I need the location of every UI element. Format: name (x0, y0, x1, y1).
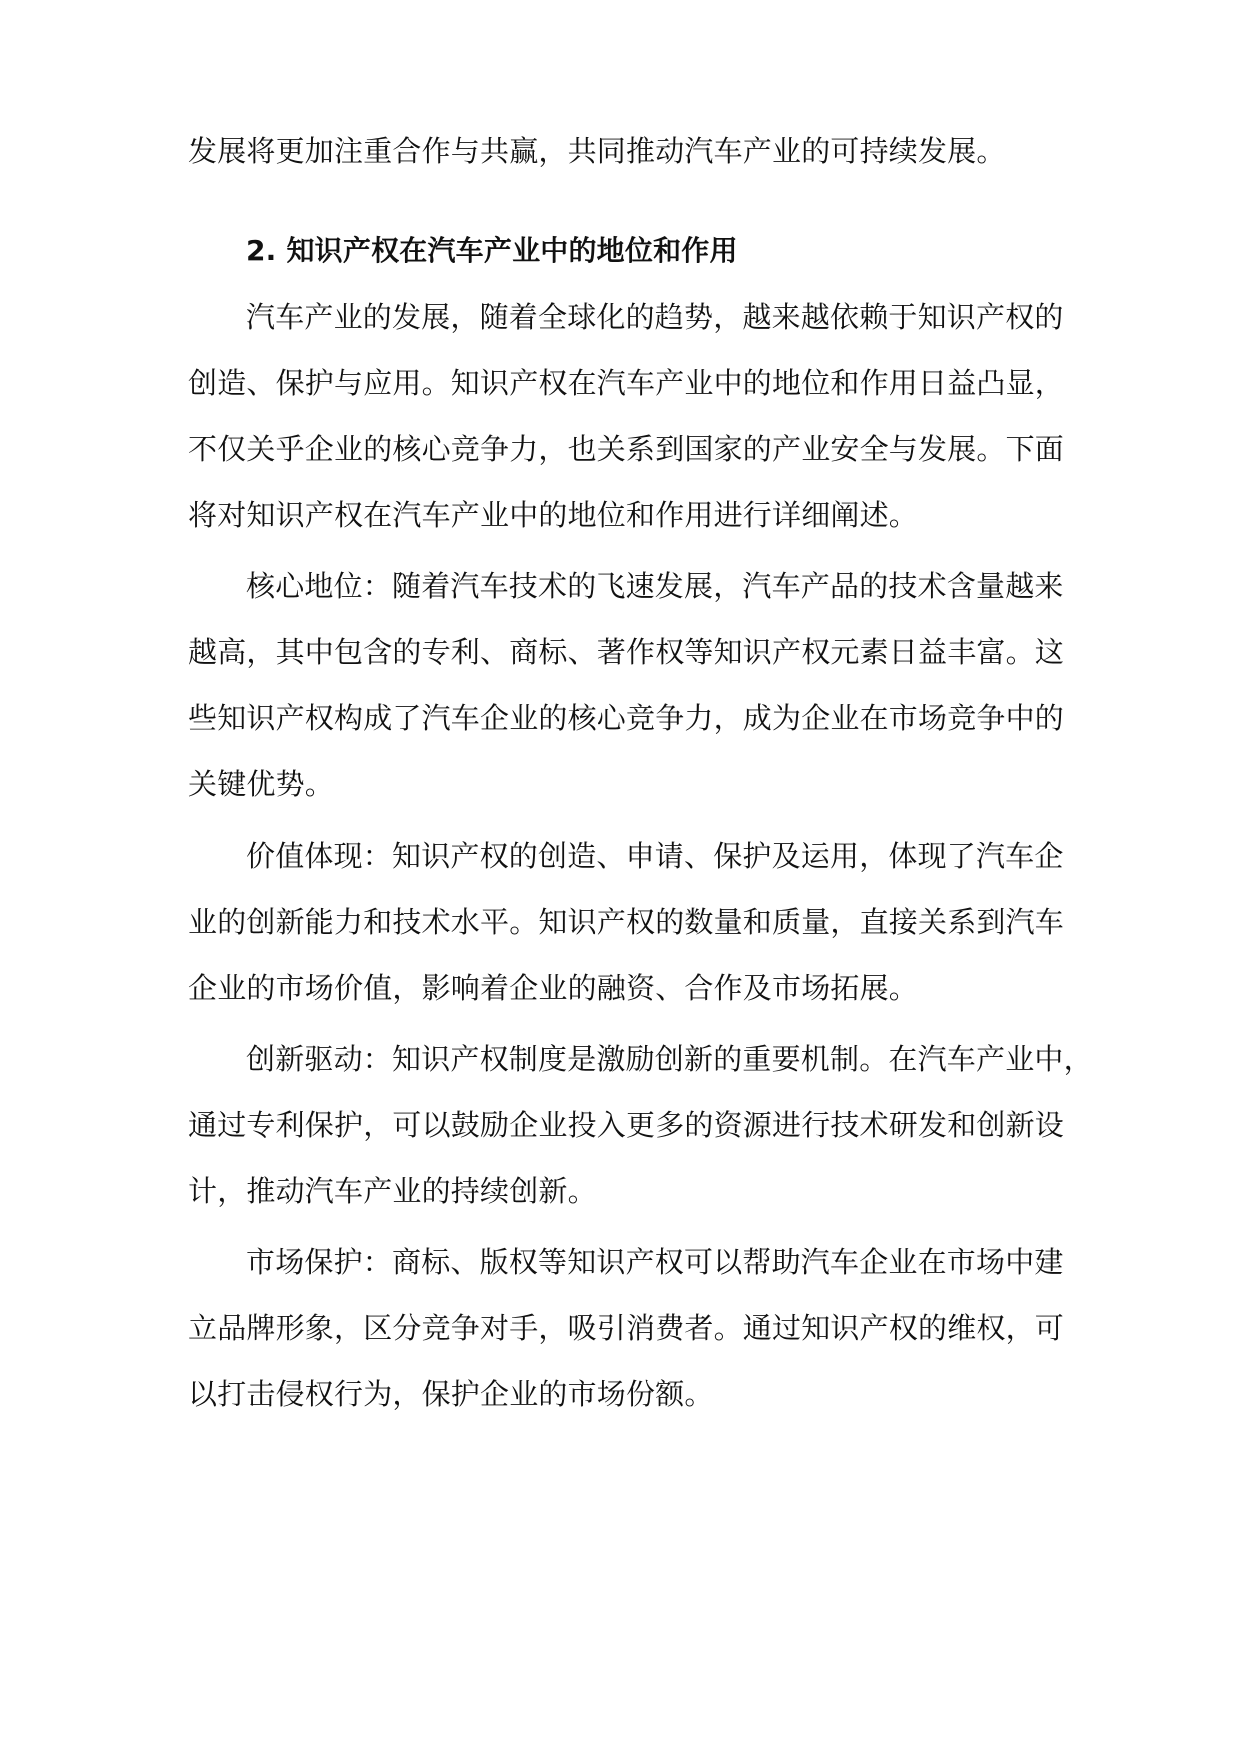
section-heading: 2. 知识产权在汽车产业中的地位和作用 (246, 234, 738, 267)
paragraph-line: 以打击侵权行为，保护企业的市场份额。 (188, 1377, 714, 1411)
paragraph-line: 创造、保护与应用。知识产权在汽车产业中的地位和作用日益凸显， (188, 366, 1065, 400)
paragraph-line: 计，推动汽车产业的持续创新。 (188, 1174, 597, 1208)
paragraph-line: 不仅关乎企业的核心竞争力，也关系到国家的产业安全与发展。下面 (188, 432, 1065, 466)
paragraph-line: 核心地位：随着汽车技术的飞速发展，汽车产品的技术含量越来 (246, 569, 1064, 603)
intro-line: 发展将更加注重合作与共赢，共同推动汽车产业的可持续发展。 (188, 134, 1006, 168)
paragraph-line: 业的创新能力和技术水平。知识产权的数量和质量，直接关系到汽车 (188, 905, 1065, 939)
paragraph-line: 将对知识产权在汽车产业中的地位和作用进行详细阐述。 (188, 498, 919, 532)
paragraph-line: 汽车产业的发展，随着全球化的趋势，越来越依赖于知识产权的 (246, 300, 1064, 334)
paragraph-line: 立品牌形象，区分竞争对手，吸引消费者。通过知识产权的维权，可 (188, 1311, 1065, 1345)
paragraph-line: 价值体现：知识产权的创造、申请、保护及运用，体现了汽车企 (246, 839, 1064, 873)
paragraph-line: 些知识产权构成了汽车企业的核心竞争力，成为企业在市场竞争中的 (188, 701, 1065, 735)
paragraph-line: 越高，其中包含的专利、商标、著作权等知识产权元素日益丰富。这 (188, 635, 1065, 669)
paragraph-line: 企业的市场价值，影响着企业的融资、合作及市场拓展。 (188, 971, 919, 1005)
paragraph-line: 通过专利保护，可以鼓励企业投入更多的资源进行技术研发和创新设 (188, 1108, 1065, 1142)
paragraph-line: 市场保护：商标、版权等知识产权可以帮助汽车企业在市场中建 (246, 1245, 1064, 1279)
paragraph-line: 创新驱动：知识产权制度是激励创新的重要机制。在汽车产业中， (246, 1042, 1093, 1076)
paragraph-line: 关键优势。 (188, 767, 335, 801)
